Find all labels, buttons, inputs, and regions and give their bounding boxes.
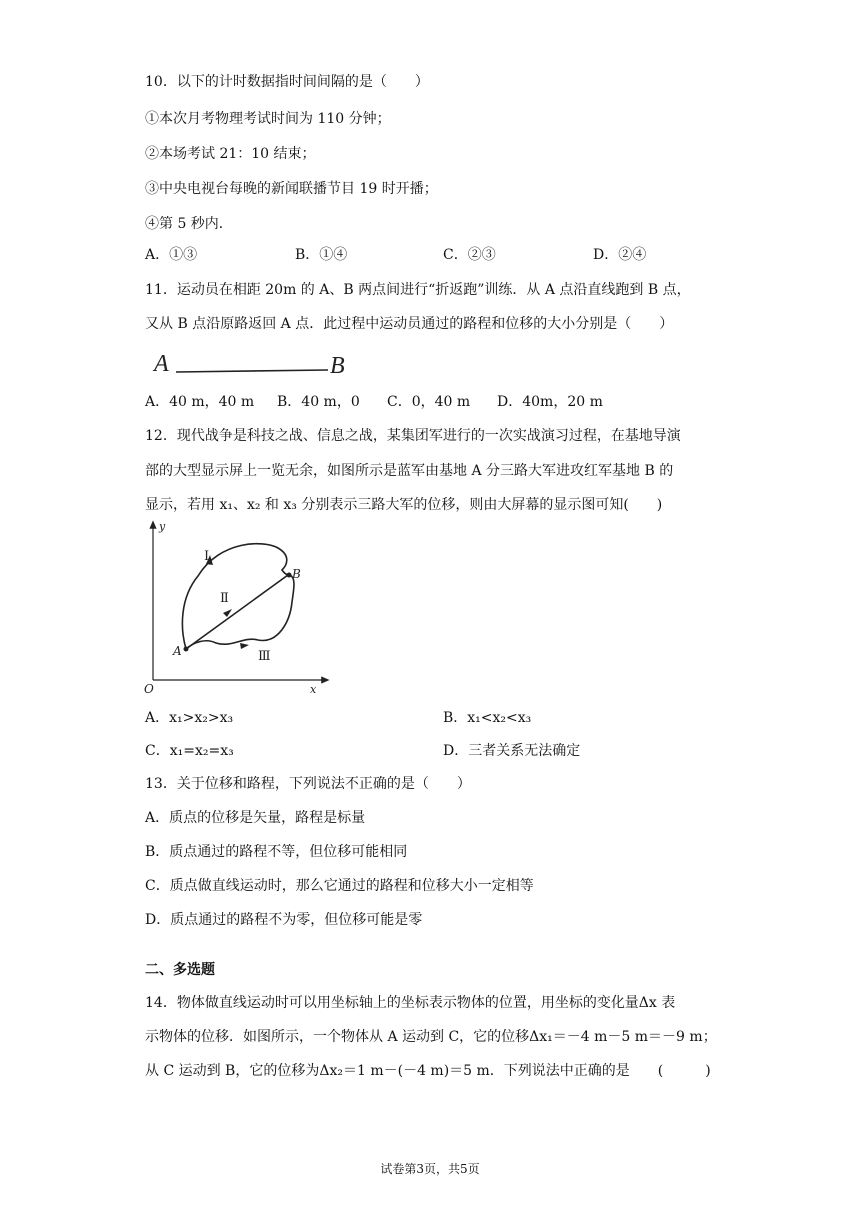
q12-option-d: D．三者关系无法确定 (443, 743, 581, 759)
q13-option-d: D．质点通过的路程不为零，但位移可能是零 (145, 912, 423, 928)
path-i (182, 544, 291, 649)
q14-line2: 示物体的位移．如图所示，一个物体从 A 运动到 C，它的位移Δx₁＝－4 m－5 m＝－9 m； (145, 1029, 717, 1045)
q10-option-c: C．②③ (443, 247, 496, 263)
q13-option-b: B．质点通过的路程不等，但位移可能相同 (145, 844, 408, 860)
q11-option-b: B．40 m，0 (277, 394, 360, 410)
q11-stem-line1: 11．运动员在相距 20m 的 A、B 两点间进行“折返跑”训练．从 A 点沿直线跑到 B 点， (145, 282, 691, 298)
q12-stem-line3: 显示，若用 x₁、x₂ 和 x₃ 分别表示三路大军的位移，则由大屏幕的显示图可知( ) (145, 497, 663, 513)
q14-line1: 14．物体做直线运动时可以用坐标轴上的坐标表示物体的位置，用坐标的变化量Δx 表 (145, 995, 676, 1011)
q13-stem: 13．关于位移和路程，下列说法不正确的是（ ） (145, 776, 471, 792)
path-label-iii: Ⅲ (258, 649, 271, 664)
q10-option-d: D．②④ (593, 247, 647, 263)
axis-label-y: y (159, 520, 166, 533)
q11-label-a: A (154, 351, 169, 377)
path-label-ii: Ⅱ (220, 591, 229, 606)
q11-option-d: D．40m，20 m (497, 394, 603, 410)
q13-option-a: A．质点的位移是矢量，路程是标量 (145, 810, 366, 826)
q10-stem: 10．以下的计时数据指时间间隔的是（ ） (145, 74, 429, 90)
q11-label-b: B (330, 353, 345, 379)
origin-label: O (144, 682, 154, 696)
q10-item-4: ④第 5 秒内． (145, 216, 233, 232)
q11-option-c: C．0，40 m (387, 394, 471, 410)
q10-item-1: ①本次月考物理考试时间为 110 分钟； (145, 111, 391, 127)
point-b (287, 573, 292, 578)
q12-option-a: A．x₁>x₂>x₃ (145, 710, 234, 726)
q11-figure (140, 344, 360, 379)
q12-figure (140, 518, 340, 698)
path-label-i: Ⅰ (204, 549, 210, 564)
axis-label-x: x (310, 683, 317, 696)
q10-item-2: ②本场考试 21：10 结束； (145, 146, 316, 162)
section-title-multi-choice: 二、多选题 (145, 962, 215, 978)
point-a (184, 647, 189, 652)
q11-stem-line2: 又从 B 点沿原路返回 A 点．此过程中运动员通过的路程和位移的大小分别是（ ） (145, 316, 674, 332)
q12-option-b: B．x₁<x₂<x₃ (443, 710, 532, 726)
page-footer: 试卷第3页，共5页 (380, 1162, 480, 1176)
q10-option-b: B．①④ (295, 247, 348, 263)
q11-option-a: A．40 m，40 m (145, 394, 255, 410)
q12-option-c: C．x₁=x₂=x₃ (145, 743, 234, 759)
point-label-b: B (292, 567, 301, 581)
q10-option-a: A．①③ (145, 247, 198, 263)
q14-line3: 从 C 运动到 B，它的位移为Δx₂＝1 m－(－4 m)＝5 m．下列说法中正确的是 ( ) (145, 1063, 711, 1079)
q12-stem-line1: 12．现代战争是科技之战、信息之战，某集团军进行的一次实战演习过程，在基地导演 (145, 428, 681, 444)
q10-item-3: ③中央电视台每晚的新闻联播节目 19 时开播； (145, 181, 438, 197)
point-label-a: A (173, 644, 182, 658)
q11-segment-ab (176, 370, 328, 372)
q13-option-c: C．质点做直线运动时，那么它通过的路程和位移大小一定相等 (145, 878, 534, 894)
q12-stem-line2: 部的大型显示屏上一览无余，如图所示是蓝军由基地 A 分三路大军进攻红军基地 B 的 (145, 463, 674, 479)
